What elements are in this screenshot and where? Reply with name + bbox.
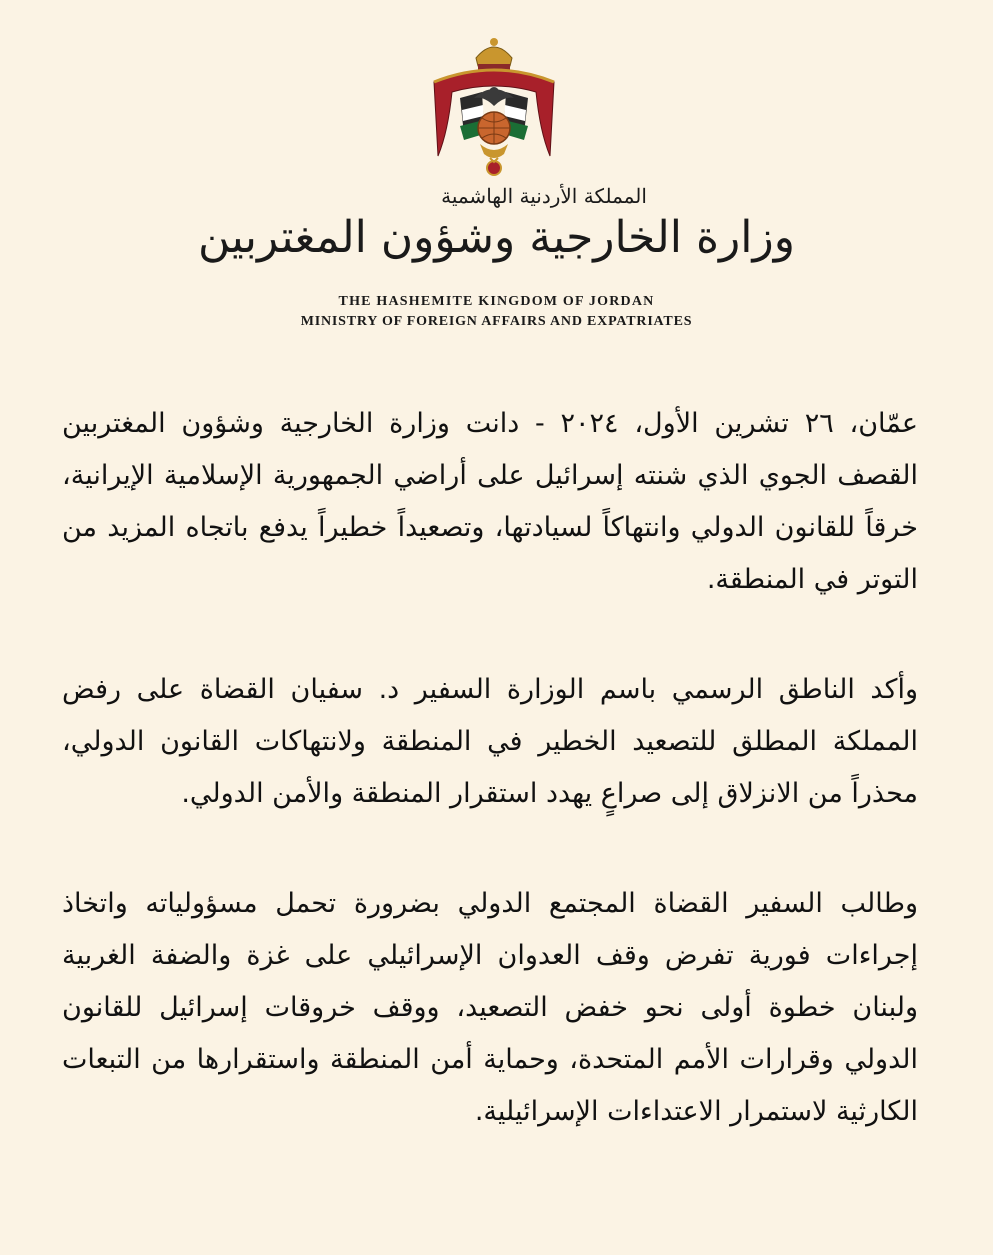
coat-of-arms-icon (420, 36, 568, 184)
english-ministry-name: MINISTRY OF FOREIGN AFFAIRS AND EXPATRIATES (300, 314, 693, 329)
statement-body (62, 398, 918, 1196)
arabic-ministry-name: وزارة الخارجية وشؤون المغتربين (197, 212, 795, 263)
paragraph-2: وأكد الناطق الرسمي باسم الوزارة السفير د. سفيان القضاة على رفض المملكة المطلق للتصعيد الخطير في المنطقة ولانتهاكات القانون الدولي، محذراً من الانزلاق إلى صراعٍ يهدد استقرار المنطقة والأمن الدولي. (62, 674, 918, 809)
letterhead (0, 0, 993, 340)
english-kingdom-name: THE HASHEMITE KINGDOM OF JORDAN (338, 294, 655, 309)
paragraph-1: عمّان، ٢٦ تشرين الأول، ٢٠٢٤ - دانت وزارة الخارجية وشؤون المغتربين القصف الجوي الذي شنته إسرائيل على أراضي الجمهورية الإسلامية الإيرانية، خرقاً للقانون الدولي وانتهاكاً لسيادتها، وتصعيداً خطيراً يدفع باتجاه المزيد من التوتر في المنطقة. (62, 408, 918, 595)
paragraph-3: وطالب السفير القضاة المجتمع الدولي بضرورة تحمل مسؤولياته واتخاذ إجراءات فورية تفرض وقف العدوان الإسرائيلي على غزة والضفة الغربية ولبنان خطوة أولى نحو خفض التصعيد، ووقف خروقات إسرائيل للقانون الدولي وقرارات الأمم المتحدة، وحماية أمن المنطقة واستقرارها من التبعات الكارثية لاستمرار الاعتداءات الإسرائيلية. (62, 888, 918, 1127)
arabic-kingdom-name: المملكة الأردنية الهاشمية (441, 184, 647, 208)
